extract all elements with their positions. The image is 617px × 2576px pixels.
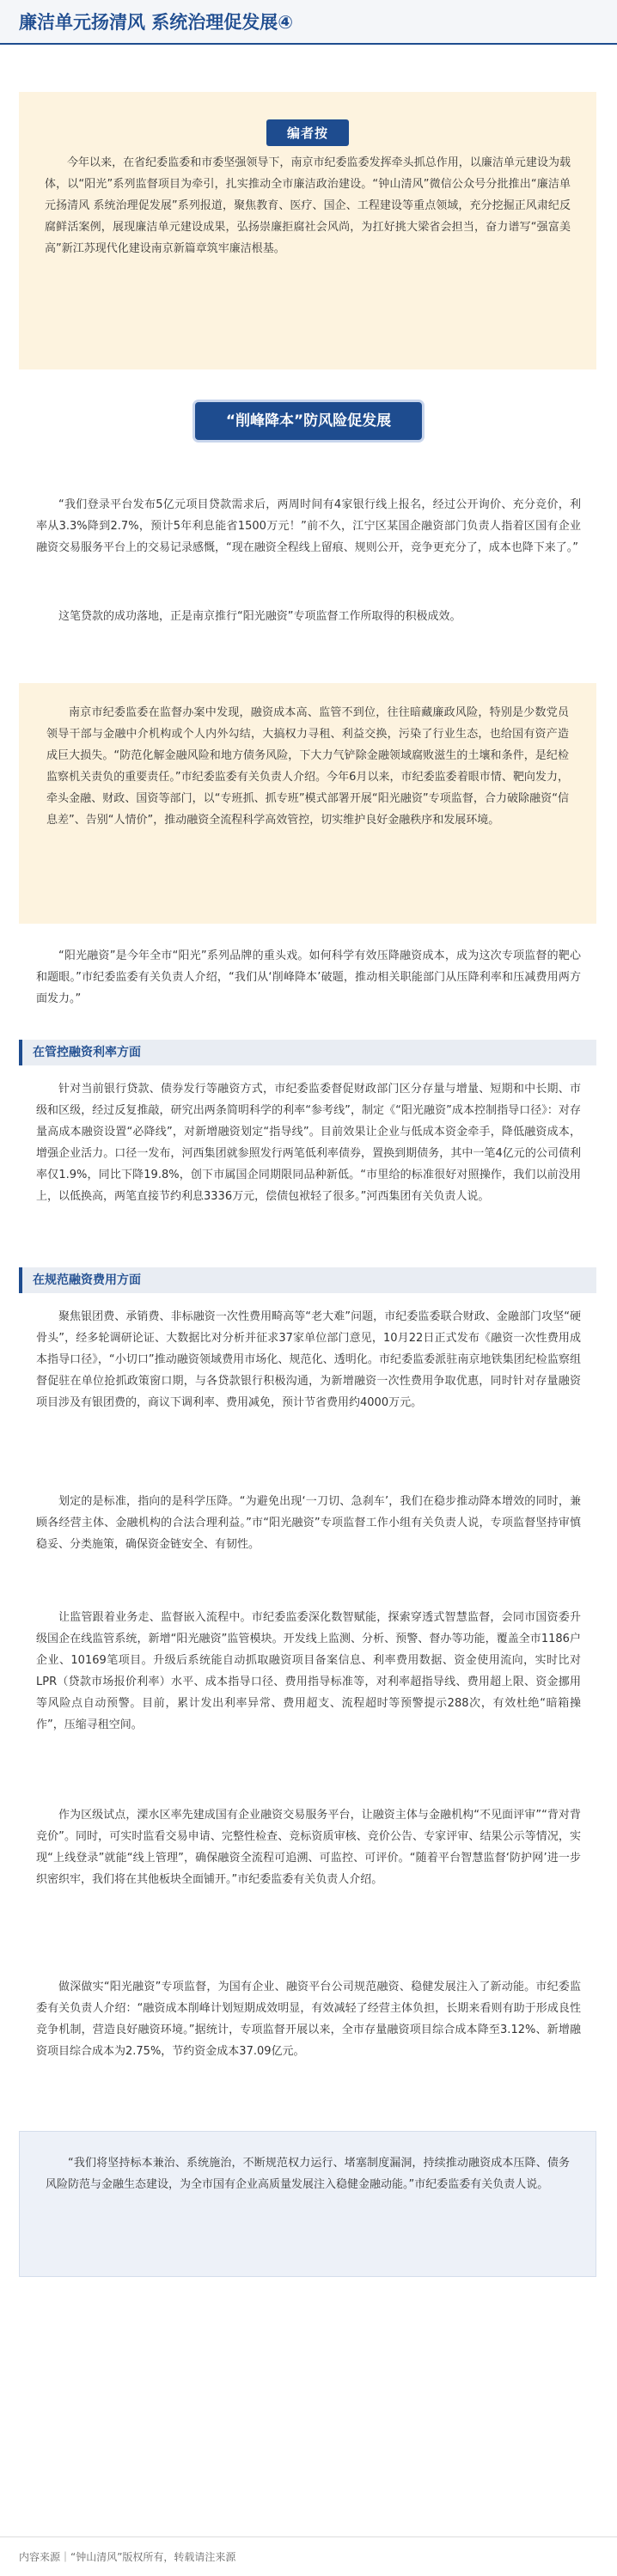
editor-note-text: 今年以来，在省纪委监委和市委坚强领导下，南京市纪委监委发挥牵头抓总作用，以廉洁单元建设为载体，以“阳光”系列监督项目为牵引，扎实推动全市廉洁政治建设。“钟山清风”微信公众号分批推出“廉洁单元扬清风 系统治理促发展”系列报道，聚焦教育、医疗、国企、工程建设等重点领域，充分挖掘正风肃纪反腐鲜活案例，展现廉洁单元建设成果，弘扬崇廉拒腐社会风尚，为扛好挑大梁省会担当，奋力谱写“强富美高”新江苏现代化建设南京新篇章筑牢廉洁根基。	[45, 156, 571, 255]
body-paragraph-4: 让监管跟着业务走、监督嵌入流程中。市纪委监委深化数智赋能，探索穿透式智慧监督，会同市国资委升级国企在线监管系统，新增“阳光融资”监管模块。开发线上监测、分析、预警、督办等功能，覆盖全市1186户企业、10169笔项目。升级后系统能自动抓取融资项目备案信息、利率费用数据、资金使用流向，实时比对LPR（贷款市场报价利率）水平、成本指导口径、费用指导标准等，对利率超指导线、费用超上限、资金挪用等风险点自动预警。目前，累计发出利率异常、费用超支、流程超时等预警提示288次，有效杜绝“暗箱操作”，压缩寻租空间。	[36, 1611, 581, 1731]
editor-note-box	[19, 92, 596, 369]
editor-note-badge: 编者按	[266, 119, 349, 146]
subsection-heading-rate: 在管控融资利率方面	[19, 1040, 596, 1065]
body-paragraph-5: 作为区级试点，溧水区率先建成国有企业融资交易服务平台，让融资主体与金融机构“不见面评审”“背对背竞价”。同时，可实时监看交易申请、完整性检查、竞标资质审核、竞价公告、专家评审、结果公示等情况，实现“上线登录”就能“线上管理”，确保融资全流程可追溯、可监控、可评价。“随着平台智慧监督‘防护网’进一步织密织牢，我们将在其他板块全面铺开。”市纪委监委有关负责人介绍。	[36, 1809, 581, 1886]
series-title: 廉洁单元扬清风 系统治理促发展④	[19, 12, 294, 33]
article-footer	[0, 2536, 617, 2576]
closing-paragraph: “我们将坚持标本兼治、系统施治，不断规范权力运行、堵塞制度漏洞，持续推动融资成本压降、债务风险防范与金融生态建设，为全市国有企业高质量发展注入稳健金融动能。”市纪委监委有关负责人说。	[46, 2157, 570, 2191]
lead-paragraph: “阳光融资”是今年全市“阳光”系列品牌的重头戏。如何科学有效压降融资成本，成为这次专项监督的靶心和题眼。”市纪委监委有关负责人介绍，“我们从‘削峰降本’破题，推动相关职能部门从压降利率和压减费用两方面发力。”	[36, 949, 581, 1005]
intro-paragraph-1: “我们登录平台发布5亿元项目贷款需求后，两周时间有4家银行线上报名，经过公开询价、充分竞价，利率从3.3%降到2.7%，预计5年利息能省1500万元！”前不久，江宁区某国企融资部门负责人指着区国有企业融资交易服务平台上的交易记录感慨，“现在融资全程线上留痕、规则公开，竞争更充分了，成本也降下来了。”	[36, 498, 581, 554]
rate-paragraph: 针对当前银行贷款、债券发行等融资方式，市纪委监委督促财政部门区分存量与增量、短期和中长期、市级和区级，经过反复推敲，研究出两条简明科学的利率“参考线”，制定《“阳光融资”成本控制指导口径》：对存量高成本融资设置“必降线”，对新增融资划定“指导线”。目前效果让企业与低成本资金牵手，降低融资成本，增强企业活力。口径一发布，河西集团就参照发行两笔低利率债券，置换到期债务，其中一笔4亿元的公司债利率仅1.9%，同比下降19.8%，创下市属国企同期限同品种新低。“市里给的标准很好对照操作，我们以前没用上，以低换高，两笔直接节约利息3336万元，偿债包袱轻了很多。”河西集团有关负责人说。	[36, 1083, 581, 1203]
closing-quote-box	[19, 2131, 596, 2277]
fees-paragraph: 聚焦银团费、承销费、非标融资一次性费用畸高等“老大难”问题，市纪委监委联合财政、金融部门攻坚“硬骨头”，经多轮调研论证、大数据比对分析并征求37家单位部门意见，10月22日正式发布《融资一次性费用成本指导口径》，“小切口”推动融资领域费用市场化、规范化、透明化。市纪委监委派驻南京地铁集团纪检监察组督促驻在单位抢抓政策窗口期，与各贷款银行积极沟通，为新增融资一次性费用争取优惠，同时针对存量融资项目涉及有银团费的，商议下调利率、费用减免，预计节省费用约4000万元。	[36, 1310, 581, 1409]
body-paragraph-3: 划定的是标准，指向的是科学压降。“为避免出现‘一刀切、急刹车’，我们在稳步推动降本增效的同时，兼顾各经营主体、金融机构的合法合理利益。”市“阳光融资”专项监督工作小组有关负责人说，专项监督坚持审慎稳妥、分类施策，确保资金链安全、有韧性。	[36, 1495, 581, 1551]
section-banner-title: “削峰降本”防风险促发展	[195, 402, 422, 440]
intro-paragraph-2: 这笔贷款的成功落地，正是南京推行“阳光融资”专项监督工作所取得的积极成效。	[58, 610, 461, 623]
context-paragraph: 南京市纪委监委在监督办案中发现，融资成本高、监管不到位，往往暗藏廉政风险，特别是少数党员领导干部与金融中介机构或个人内外勾结，大搞权力寻租、利益交换，污染了行业生态，也给国有资产造成巨大损失。“防范化解金融风险和地方债务风险，下大力气铲除金融领域腐败滋生的土壤和条件，是纪检监察机关责负的重要责任。”市纪委监委有关负责人介绍。今年6月以来，市纪委监委着眼市情、靶向发力，牵头金融、财政、国资等部门，以“专班抓、抓专班”模式部署开展“阳光融资”专项监督，合力破除融资“信息差”、告别“人情价”，推动融资全流程科学高效管控，切实维护良好金融秩序和发展环境。	[46, 706, 569, 827]
context-box	[19, 683, 596, 924]
subsection-heading-fees: 在规范融资费用方面	[19, 1267, 596, 1293]
article-header	[0, 0, 617, 45]
body-paragraph-6: 做深做实“阳光融资”专项监督，为国有企业、融资平台公司规范融资、稳健发展注入了新动能。市纪委监委有关负责人介绍：“融资成本削峰计划短期成效明显，有效减轻了经营主体负担，长期来看则有助于形成良性竞争机制，营造良好融资环境。”据统计，专项监督开展以来，全市存量融资项目综合成本降至3.12%、新增融资项目综合成本为2.75%，节约资金成本37.09亿元。	[36, 1981, 581, 2058]
section-banner	[0, 395, 617, 447]
source-note: 内容来源｜“钟山清风”版权所有，转载请注来源	[19, 2551, 236, 2563]
